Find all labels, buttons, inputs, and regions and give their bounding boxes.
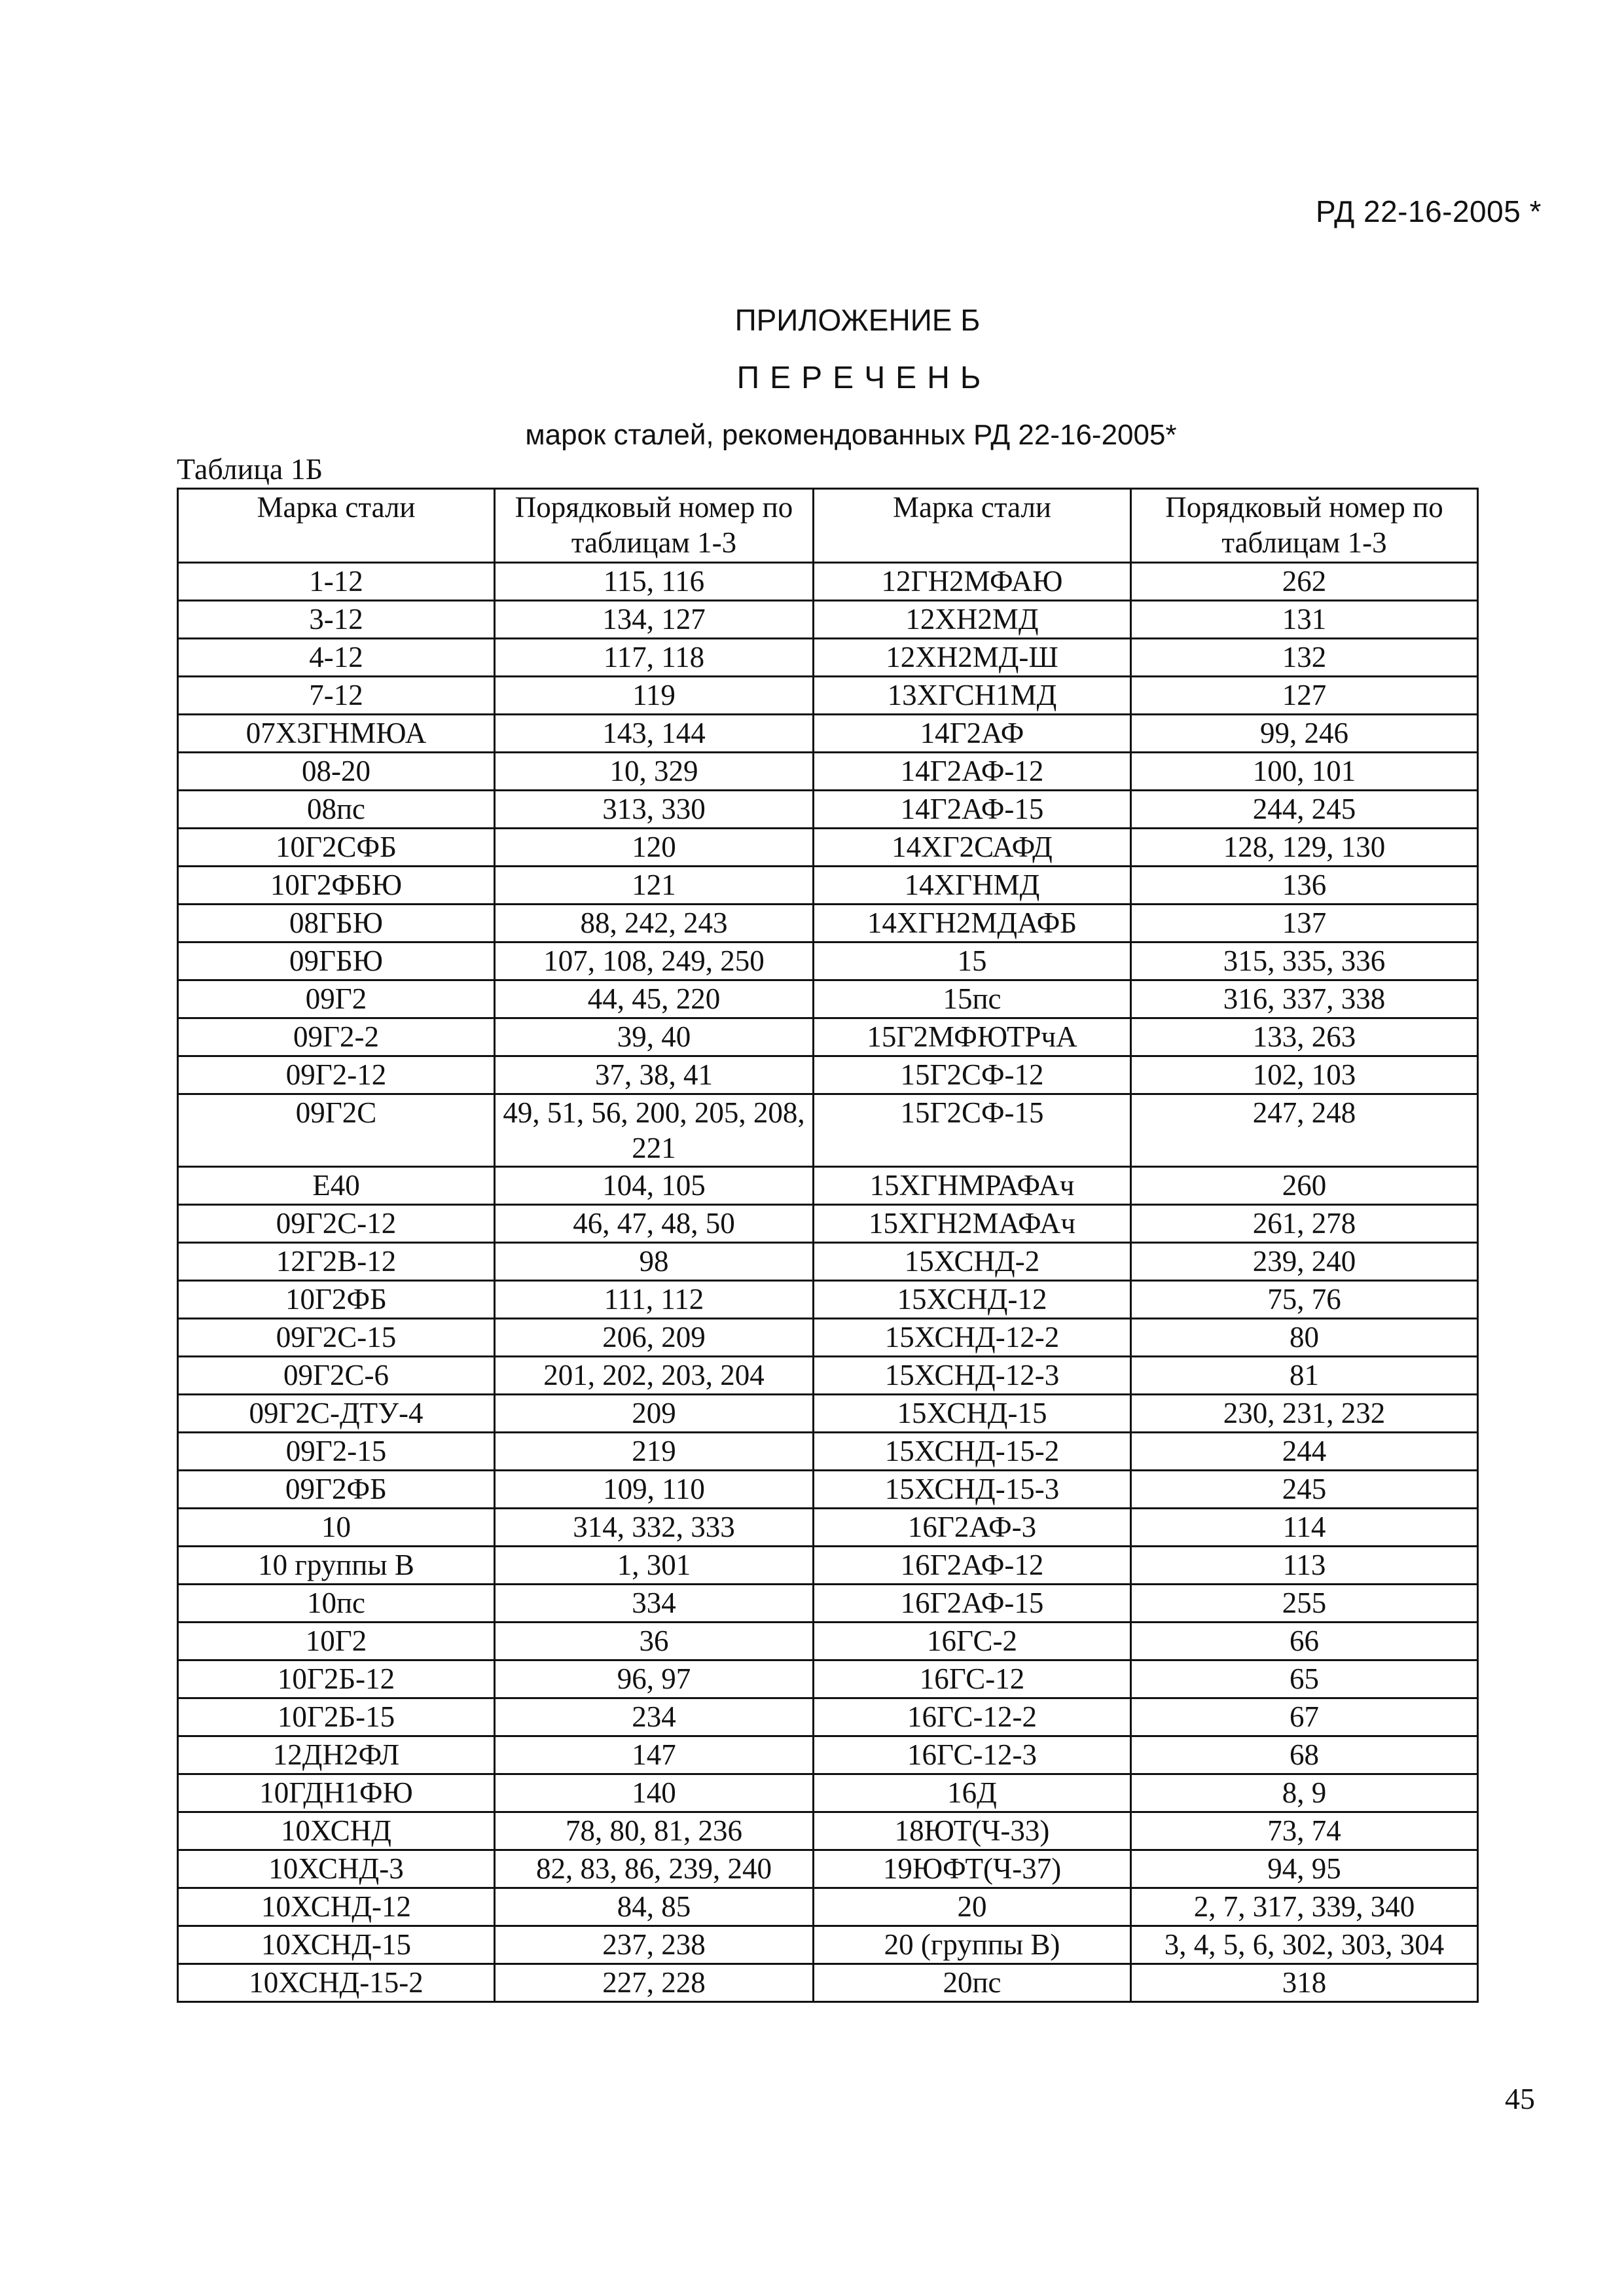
table-caption: Таблица 1Б bbox=[177, 452, 323, 486]
table-row bbox=[178, 1357, 1478, 1395]
steel-grade-cell: 4-12 bbox=[178, 639, 495, 677]
serial-number-cell: 107, 108, 249, 250 bbox=[495, 942, 814, 980]
table-row bbox=[178, 1812, 1478, 1850]
serial-number-cell: 313, 330 bbox=[495, 791, 814, 829]
serial-number-cell: 244 bbox=[1131, 1433, 1478, 1471]
steel-grade-cell: 10Г2Б-15 bbox=[178, 1698, 495, 1736]
steel-grade-cell: 15ХСНД-12 bbox=[814, 1281, 1131, 1319]
table-row bbox=[178, 1018, 1478, 1056]
steel-grade-cell: 09Г2-12 bbox=[178, 1056, 495, 1094]
table-row bbox=[178, 1585, 1478, 1623]
table-row bbox=[178, 1205, 1478, 1243]
serial-number-cell: 209 bbox=[495, 1395, 814, 1433]
steel-grade-cell: 1-12 bbox=[178, 563, 495, 601]
serial-number-cell: 316, 337, 338 bbox=[1131, 980, 1478, 1018]
table-row bbox=[178, 715, 1478, 753]
table-row bbox=[178, 1623, 1478, 1660]
steel-grade-cell: 16ГС-12-2 bbox=[814, 1698, 1131, 1736]
steel-grade-cell: 15ХГН2МАФАч bbox=[814, 1205, 1131, 1243]
serial-number-cell: 99, 246 bbox=[1131, 715, 1478, 753]
steel-grade-cell: 15ХСНД-12-3 bbox=[814, 1357, 1131, 1395]
appendix-heading: ПРИЛОЖЕНИЕ Б bbox=[734, 303, 981, 337]
table-body bbox=[178, 563, 1478, 2002]
table-row bbox=[178, 942, 1478, 980]
table-row bbox=[178, 1471, 1478, 1509]
steel-grade-cell: 12ХН2МД bbox=[814, 601, 1131, 639]
serial-number-cell: 119 bbox=[495, 677, 814, 715]
steel-grade-cell: 15ХСНД-2 bbox=[814, 1243, 1131, 1281]
header-steel-grade-2: Марка стали bbox=[814, 489, 1131, 563]
steel-grade-cell: 20 bbox=[814, 1888, 1131, 1926]
table-row bbox=[178, 1926, 1478, 1964]
steel-grade-cell: 09Г2С-15 bbox=[178, 1319, 495, 1357]
steel-grade-cell: 20пс bbox=[814, 1964, 1131, 2002]
serial-number-cell: 37, 38, 41 bbox=[495, 1056, 814, 1094]
serial-number-cell: 102, 103 bbox=[1131, 1056, 1478, 1094]
steel-grade-cell: 16ГС-12 bbox=[814, 1660, 1131, 1698]
list-subtitle: марок сталей, рекомендованных РД 22-16-2005* bbox=[525, 419, 1177, 451]
serial-number-cell: 109, 110 bbox=[495, 1471, 814, 1509]
steel-grade-cell: 14Г2АФ-12 bbox=[814, 753, 1131, 791]
steel-grade-cell: 15ХСНД-12-2 bbox=[814, 1319, 1131, 1357]
table-row bbox=[178, 677, 1478, 715]
steel-grade-cell: 20 (группы В) bbox=[814, 1926, 1131, 1964]
page-number: 45 bbox=[1505, 2082, 1535, 2115]
steel-grade-cell: 16Г2АФ-15 bbox=[814, 1585, 1131, 1623]
serial-number-cell: 128, 129, 130 bbox=[1131, 829, 1478, 867]
table-row bbox=[178, 601, 1478, 639]
serial-number-cell: 255 bbox=[1131, 1585, 1478, 1623]
serial-number-cell: 206, 209 bbox=[495, 1319, 814, 1357]
steel-grade-cell: 09Г2С bbox=[178, 1094, 495, 1167]
table-row bbox=[178, 1547, 1478, 1585]
steel-grade-cell: 7-12 bbox=[178, 677, 495, 715]
serial-number-cell: 84, 85 bbox=[495, 1888, 814, 1926]
steel-grade-cell: 15Г2СФ-15 bbox=[814, 1094, 1131, 1167]
serial-number-cell: 244, 245 bbox=[1131, 791, 1478, 829]
header-serial-number-2: Порядковый номер по таблицам 1-3 bbox=[1131, 489, 1478, 563]
serial-number-cell: 96, 97 bbox=[495, 1660, 814, 1698]
serial-number-cell: 315, 335, 336 bbox=[1131, 942, 1478, 980]
steel-grade-cell: 09Г2ФБ bbox=[178, 1471, 495, 1509]
serial-number-cell: 117, 118 bbox=[495, 639, 814, 677]
steel-grade-cell: 16ГС-12-3 bbox=[814, 1736, 1131, 1774]
steel-grade-cell: 16ГС-2 bbox=[814, 1623, 1131, 1660]
serial-number-cell: 46, 47, 48, 50 bbox=[495, 1205, 814, 1243]
serial-number-cell: 334 bbox=[495, 1585, 814, 1623]
steel-grade-cell: 08ГБЮ bbox=[178, 905, 495, 942]
serial-number-cell: 133, 263 bbox=[1131, 1018, 1478, 1056]
table-row bbox=[178, 1433, 1478, 1471]
list-title: ПЕРЕЧЕНЬ bbox=[736, 361, 992, 395]
serial-number-cell: 73, 74 bbox=[1131, 1812, 1478, 1850]
steel-grade-cell: 10Г2 bbox=[178, 1623, 495, 1660]
serial-number-cell: 81 bbox=[1131, 1357, 1478, 1395]
steel-grade-cell: 07Х3ГНМЮА bbox=[178, 715, 495, 753]
table-row bbox=[178, 1660, 1478, 1698]
serial-number-cell: 98 bbox=[495, 1243, 814, 1281]
steel-grade-cell: 15Г2СФ-12 bbox=[814, 1056, 1131, 1094]
steel-grade-cell: Е40 bbox=[178, 1167, 495, 1205]
steel-grade-cell: 15ХСНД-15-2 bbox=[814, 1433, 1131, 1471]
serial-number-cell: 245 bbox=[1131, 1471, 1478, 1509]
steel-grade-cell: 13ХГСН1МД bbox=[814, 677, 1131, 715]
serial-number-cell: 82, 83, 86, 239, 240 bbox=[495, 1850, 814, 1888]
table-row bbox=[178, 1056, 1478, 1094]
steel-grade-cell: 10Г2СФБ bbox=[178, 829, 495, 867]
table-row bbox=[178, 1850, 1478, 1888]
steel-grade-cell: 14Г2АФ bbox=[814, 715, 1131, 753]
table-row bbox=[178, 791, 1478, 829]
serial-number-cell: 65 bbox=[1131, 1660, 1478, 1698]
steel-grade-cell: 19ЮФТ(Ч-37) bbox=[814, 1850, 1131, 1888]
serial-number-cell: 219 bbox=[495, 1433, 814, 1471]
steel-grade-cell: 09Г2С-ДТУ-4 bbox=[178, 1395, 495, 1433]
serial-number-cell: 121 bbox=[495, 867, 814, 905]
steel-grade-cell: 09Г2С-6 bbox=[178, 1357, 495, 1395]
serial-number-cell: 318 bbox=[1131, 1964, 1478, 2002]
steel-grade-cell: 10пс bbox=[178, 1585, 495, 1623]
serial-number-cell: 113 bbox=[1131, 1547, 1478, 1585]
steel-grade-cell: 10 группы В bbox=[178, 1547, 495, 1585]
steel-grade-cell: 08пс bbox=[178, 791, 495, 829]
serial-number-cell: 49, 51, 56, 200, 205, 208, 221 bbox=[495, 1094, 814, 1167]
steel-grade-cell: 10ХСНД-15-2 bbox=[178, 1964, 495, 2002]
steel-grade-cell: 3-12 bbox=[178, 601, 495, 639]
serial-number-cell: 262 bbox=[1131, 563, 1478, 601]
serial-number-cell: 314, 332, 333 bbox=[495, 1509, 814, 1547]
steel-grade-cell: 18ЮТ(Ч-33) bbox=[814, 1812, 1131, 1850]
serial-number-cell: 137 bbox=[1131, 905, 1478, 942]
steel-grade-cell: 09Г2-15 bbox=[178, 1433, 495, 1471]
table-row bbox=[178, 1736, 1478, 1774]
steel-grades-table bbox=[177, 488, 1479, 2003]
serial-number-cell: 230, 231, 232 bbox=[1131, 1395, 1478, 1433]
steel-grade-cell: 12ГН2МФАЮ bbox=[814, 563, 1131, 601]
serial-number-cell: 111, 112 bbox=[495, 1281, 814, 1319]
steel-grade-cell: 09Г2-2 bbox=[178, 1018, 495, 1056]
serial-number-cell: 44, 45, 220 bbox=[495, 980, 814, 1018]
serial-number-cell: 120 bbox=[495, 829, 814, 867]
steel-grade-cell: 16Д bbox=[814, 1774, 1131, 1812]
steel-grade-cell: 10Г2ФБ bbox=[178, 1281, 495, 1319]
serial-number-cell: 136 bbox=[1131, 867, 1478, 905]
serial-number-cell: 234 bbox=[495, 1698, 814, 1736]
serial-number-cell: 143, 144 bbox=[495, 715, 814, 753]
header-steel-grade-1: Марка стали bbox=[178, 489, 495, 563]
table-row bbox=[178, 829, 1478, 867]
table-row bbox=[178, 1964, 1478, 2002]
table-row bbox=[178, 1167, 1478, 1205]
steel-grade-cell: 10ХСНД-3 bbox=[178, 1850, 495, 1888]
table-row bbox=[178, 1698, 1478, 1736]
table-row bbox=[178, 1243, 1478, 1281]
steel-grade-cell: 16Г2АФ-12 bbox=[814, 1547, 1131, 1585]
serial-number-cell: 147 bbox=[495, 1736, 814, 1774]
table-row bbox=[178, 753, 1478, 791]
steel-grade-cell: 09Г2 bbox=[178, 980, 495, 1018]
serial-number-cell: 140 bbox=[495, 1774, 814, 1812]
header-serial-number-1: Порядковый номер по таблицам 1-3 bbox=[495, 489, 814, 563]
serial-number-cell: 94, 95 bbox=[1131, 1850, 1478, 1888]
serial-number-cell: 100, 101 bbox=[1131, 753, 1478, 791]
serial-number-cell: 260 bbox=[1131, 1167, 1478, 1205]
serial-number-cell: 237, 238 bbox=[495, 1926, 814, 1964]
steel-grade-cell: 15пс bbox=[814, 980, 1131, 1018]
serial-number-cell: 39, 40 bbox=[495, 1018, 814, 1056]
serial-number-cell: 134, 127 bbox=[495, 601, 814, 639]
steel-grade-cell: 15 bbox=[814, 942, 1131, 980]
steel-grade-cell: 14ХГ2САФД bbox=[814, 829, 1131, 867]
table-row bbox=[178, 980, 1478, 1018]
table-row bbox=[178, 1281, 1478, 1319]
table-row bbox=[178, 1774, 1478, 1812]
table-row bbox=[178, 1888, 1478, 1926]
table-row bbox=[178, 563, 1478, 601]
steel-grade-cell: 12Г2В-12 bbox=[178, 1243, 495, 1281]
steel-grade-cell: 09Г2С-12 bbox=[178, 1205, 495, 1243]
table-row bbox=[178, 905, 1478, 942]
table-row bbox=[178, 1319, 1478, 1357]
steel-grade-cell: 12ДН2ФЛ bbox=[178, 1736, 495, 1774]
serial-number-cell: 227, 228 bbox=[495, 1964, 814, 2002]
serial-number-cell: 67 bbox=[1131, 1698, 1478, 1736]
table-header-row bbox=[178, 489, 1478, 563]
serial-number-cell: 8, 9 bbox=[1131, 1774, 1478, 1812]
steel-grade-cell: 14Г2АФ-15 bbox=[814, 791, 1131, 829]
document-code: РД 22-16-2005 * bbox=[1315, 194, 1542, 228]
serial-number-cell: 10, 329 bbox=[495, 753, 814, 791]
steel-grade-cell: 14ХГН2МДАФБ bbox=[814, 905, 1131, 942]
serial-number-cell: 66 bbox=[1131, 1623, 1478, 1660]
serial-number-cell: 131 bbox=[1131, 601, 1478, 639]
steel-grade-cell: 15ХГНМРАФАч bbox=[814, 1167, 1131, 1205]
serial-number-cell: 247, 248 bbox=[1131, 1094, 1478, 1167]
serial-number-cell: 115, 116 bbox=[495, 563, 814, 601]
steel-grade-cell: 10ГДН1ФЮ bbox=[178, 1774, 495, 1812]
steel-grade-cell: 10ХСНД-15 bbox=[178, 1926, 495, 1964]
serial-number-cell: 127 bbox=[1131, 677, 1478, 715]
steel-grade-cell: 15Г2МФЮТРчА bbox=[814, 1018, 1131, 1056]
serial-number-cell: 36 bbox=[495, 1623, 814, 1660]
table-row bbox=[178, 1509, 1478, 1547]
steel-grade-cell: 10Г2ФБЮ bbox=[178, 867, 495, 905]
steel-grade-cell: 15ХСНД-15 bbox=[814, 1395, 1131, 1433]
serial-number-cell: 239, 240 bbox=[1131, 1243, 1478, 1281]
steel-grade-cell: 09ГБЮ bbox=[178, 942, 495, 980]
serial-number-cell: 2, 7, 317, 339, 340 bbox=[1131, 1888, 1478, 1926]
serial-number-cell: 201, 202, 203, 204 bbox=[495, 1357, 814, 1395]
serial-number-cell: 68 bbox=[1131, 1736, 1478, 1774]
table-row bbox=[178, 867, 1478, 905]
serial-number-cell: 80 bbox=[1131, 1319, 1478, 1357]
serial-number-cell: 3, 4, 5, 6, 302, 303, 304 bbox=[1131, 1926, 1478, 1964]
table-row bbox=[178, 1094, 1478, 1167]
steel-grade-cell: 10ХСНД-12 bbox=[178, 1888, 495, 1926]
steel-grade-cell: 08-20 bbox=[178, 753, 495, 791]
steel-grade-cell: 10ХСНД bbox=[178, 1812, 495, 1850]
table-row bbox=[178, 1395, 1478, 1433]
serial-number-cell: 132 bbox=[1131, 639, 1478, 677]
serial-number-cell: 88, 242, 243 bbox=[495, 905, 814, 942]
serial-number-cell: 104, 105 bbox=[495, 1167, 814, 1205]
serial-number-cell: 114 bbox=[1131, 1509, 1478, 1547]
steel-grade-cell: 10 bbox=[178, 1509, 495, 1547]
serial-number-cell: 1, 301 bbox=[495, 1547, 814, 1585]
steel-grade-cell: 15ХСНД-15-3 bbox=[814, 1471, 1131, 1509]
steel-grade-cell: 16Г2АФ-3 bbox=[814, 1509, 1131, 1547]
serial-number-cell: 78, 80, 81, 236 bbox=[495, 1812, 814, 1850]
steel-grade-cell: 10Г2Б-12 bbox=[178, 1660, 495, 1698]
steel-grade-cell: 14ХГНМД bbox=[814, 867, 1131, 905]
table-row bbox=[178, 639, 1478, 677]
steel-grade-cell: 12ХН2МД-Ш bbox=[814, 639, 1131, 677]
serial-number-cell: 75, 76 bbox=[1131, 1281, 1478, 1319]
serial-number-cell: 261, 278 bbox=[1131, 1205, 1478, 1243]
